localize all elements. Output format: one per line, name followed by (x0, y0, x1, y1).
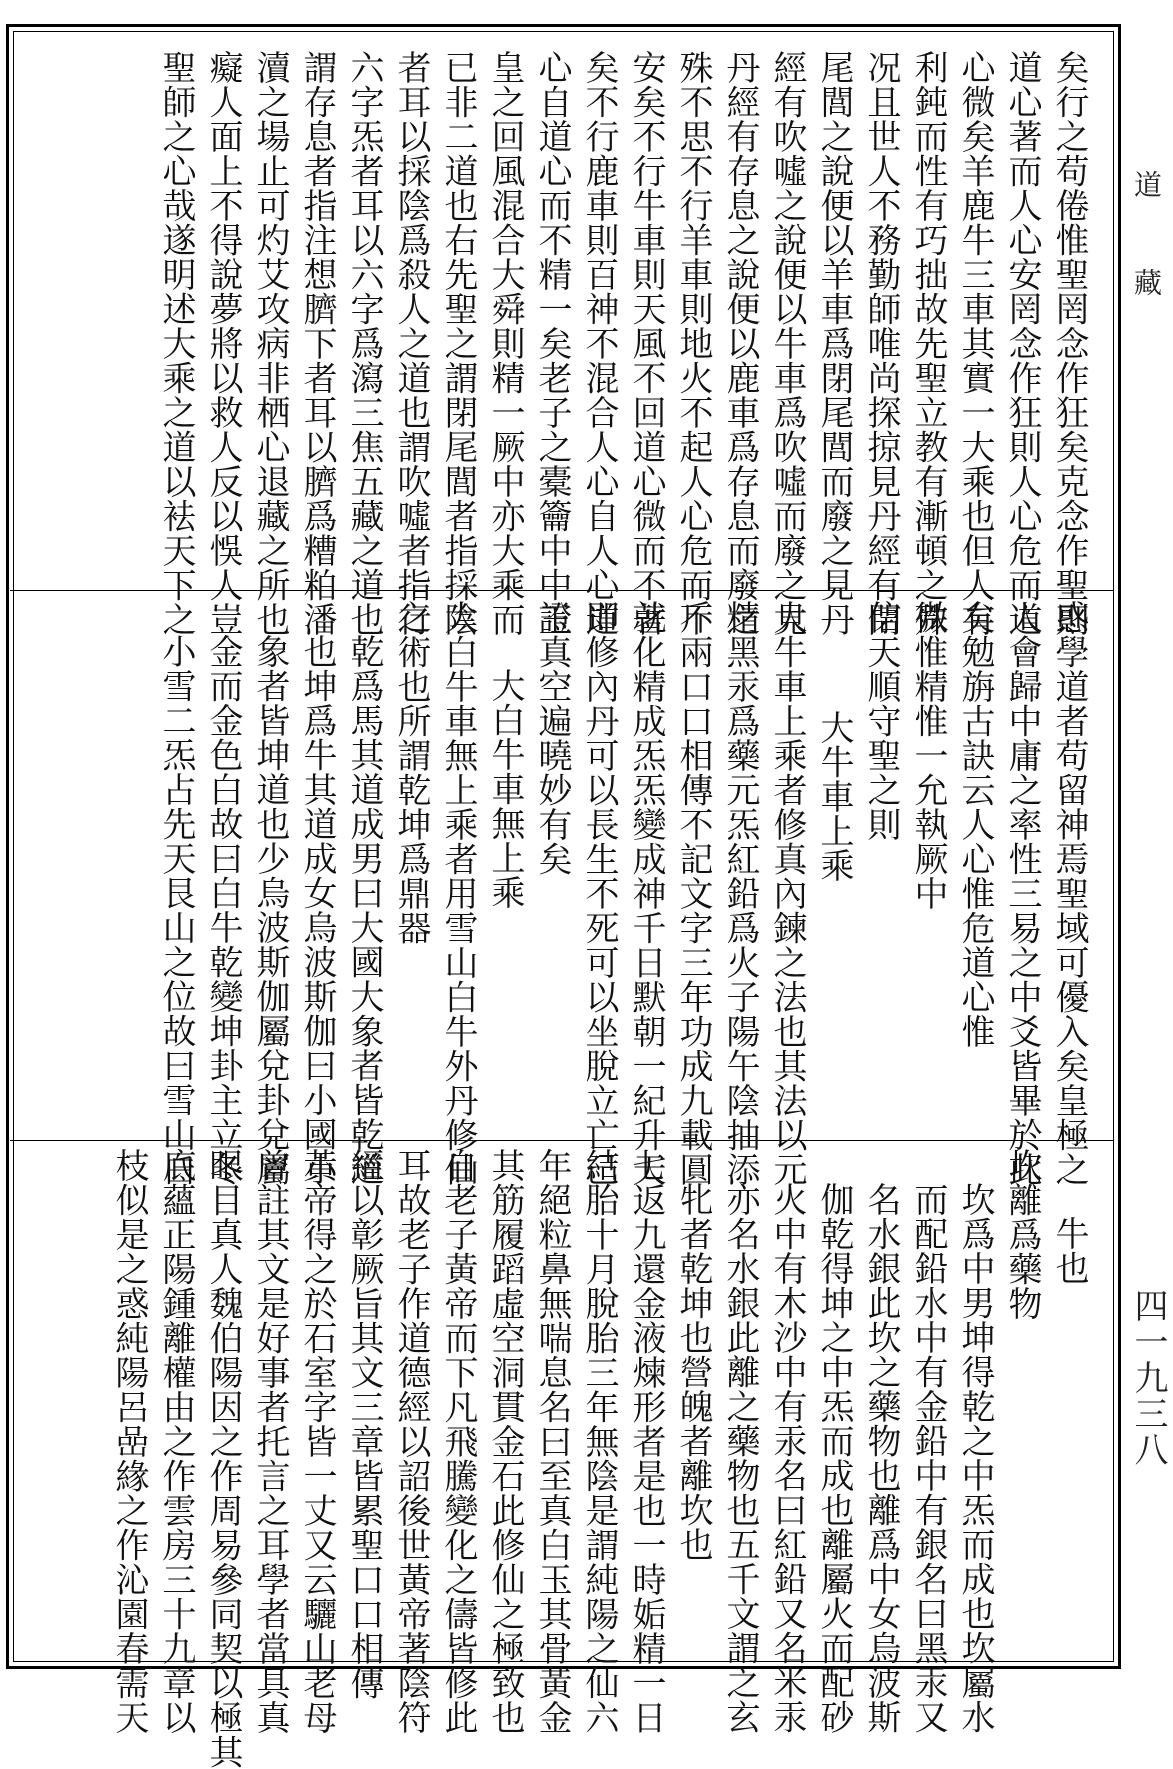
text-column: 證真空遍曉妙有矣 (532, 600, 572, 876)
text-column: 牛也 (1049, 1216, 1089, 1285)
text-column: 矣勉旃古訣云人心惟危道心惟 (955, 600, 995, 1049)
text-column: 七返九還金液煉形者是也一時姤精一日 (626, 1148, 666, 1735)
text-column: 信天順守聖之則 (861, 600, 901, 842)
text-column: 牝者乾坤也營魄者離坎也 (673, 1182, 713, 1562)
text-column: 大白牛車無上乘者用雪山白牛外丹修仙 (438, 600, 478, 1187)
text-band-middle (12, 600, 1111, 1187)
text-column: 大牛車上乘者修真內鍊之法也其法以元 (767, 600, 807, 1187)
text-column: 况且世人不務勤師唯尚探掠見丹經有閉 (861, 50, 901, 637)
text-column: 火中有木沙中有汞名曰紅鉛又名米汞 (767, 1182, 807, 1734)
text-column: 金而金色白故曰白牛乾變坤卦主立冬 (203, 634, 243, 1186)
text-column: 坎離爲藥物 (1002, 1148, 1042, 1321)
text-band-top (12, 50, 1111, 637)
text-column: 即修內丹可以長生不死可以坐脫立亡己 (579, 600, 619, 1187)
text-column: 枝似是之惑純陽呂嵒緣之作沁園春需天 (109, 1148, 149, 1735)
text-column: 瀆之場止可灼艾攻病非栖心退藏之所也 (250, 50, 290, 637)
text-column: 經以彰厥旨其文三章皆累聖口口相傳 (344, 1148, 384, 1700)
text-column: 尾閭之說便以羊車爲閉尾閭而廢之見丹 (814, 50, 854, 637)
text-column: 心微矣羊鹿牛三車其實一大乘也但人有 (955, 50, 995, 637)
text-column: 經有吹噓之說便以牛車爲吹噓而廢之見 (767, 50, 807, 637)
text-column: 者耳以採陰爲殺人之道也謂吹噓者指行 (391, 50, 431, 637)
text-column: 也坤爲牛其道成女烏波斯伽曰小國小 (297, 634, 337, 1186)
text-column: 聖師之心哉遂明述大乘之道以袪天下之 (156, 50, 196, 637)
text-column: 斤兩口口相傳不記文字三年功成九載圓 (673, 600, 713, 1187)
text-band-bottom (12, 1148, 1111, 1769)
text-column: 精黑汞爲藥元炁紅鉛爲火子陽午陰抽添 (720, 600, 760, 1187)
collection-title: 道藏 (1130, 170, 1163, 366)
text-column: 微惟精惟一允執厥中 (908, 600, 948, 911)
text-column: 安矣不行牛車則天風不回道心微而不著 (626, 50, 666, 637)
text-column: 名水銀此坎之藥物也離爲中女烏波斯 (861, 1182, 901, 1734)
text-column: 小雪二炁占先天艮山之位故曰雪山白 (156, 634, 196, 1186)
text-column: 自老子黃帝而下凡飛騰變化之儔皆修此 (438, 1148, 478, 1735)
text-column: 坎爲中男坤得乾之中炁而成也坎屬水 (955, 1182, 995, 1734)
text-column: 黃帝得之於石室字皆一丈又云驪山老母 (297, 1148, 337, 1735)
text-column: 伽乾得坤之中炁而成也離屬火而配砂 (814, 1182, 854, 1734)
text-column: 結胎十月脫胎三年無陰是謂純陽之仙六 (579, 1148, 619, 1735)
text-column: 殊不思不行羊車則地火不起人心危而不 (673, 50, 713, 637)
text-column: 矣不行鹿車則百神不混合人心自人心道 (579, 50, 619, 637)
text-column: 皇之回風混合大舜則精一厥中亦大乘而 (485, 50, 525, 637)
text-column: 底蘊正陽鍾離權由之作雲房三十九章以 (156, 1148, 196, 1735)
text-column: 道心著而人心安罔念作狂則人心危而道 (1002, 50, 1042, 637)
text-column: 大白牛車無上乘 (485, 668, 525, 910)
text-column: 年絕粒鼻無喘息名曰至真白玉其骨黃金 (532, 1148, 572, 1735)
text-column: 而配鉛水中有金鉛中有銀名曰黑汞又 (908, 1182, 948, 1734)
text-column: 丹經有存息之說便以鹿車爲存息而廢之 (720, 50, 760, 637)
text-column: 亦名水銀此離之藥物也五千文謂之玄 (720, 1182, 760, 1734)
text-column: 之術也所謂乾坤爲鼎器 (391, 600, 431, 945)
text-column: 六字炁者耳以六字爲瀉三焦五藏之道也 (344, 50, 384, 637)
text-column: 大牛車上乘 (814, 710, 854, 883)
text-column: 矣行之苟倦惟聖罔念作狂矣克念作聖則 (1049, 50, 1089, 637)
text-column: 利鈍而性有巧拙故先聖立教有漸頓之殊 (908, 50, 948, 637)
text-column: 謂存息者指注想臍下者耳以臍爲糟粕潘 (297, 50, 337, 637)
text-column: 已非二道也右先聖之謂閉尾閭者指採陰 (438, 50, 478, 637)
text-column: 其筋履蹈虛空洞貫金石此修仙之極致也 (485, 1148, 525, 1735)
text-column: 曾註其文是好事者托言之耳學者當具真 (250, 1148, 290, 1735)
page-number: 四一九三八 (1128, 1288, 1168, 1468)
text-column: 耳故老子作道德經以詔後世黃帝著陰符 (391, 1148, 431, 1735)
text-column: 惑學道者苟留神焉聖域可優入矣皇極之 (1049, 600, 1089, 1187)
text-column: 眼目真人魏伯陽因之作周易參同契以極其 (203, 1148, 243, 1769)
text-column: 心自道心而不精一矣老子之橐籥中中玉 (532, 50, 572, 637)
text-column: 就化精成炁炁變成神千日默朝一紀升天 (626, 600, 666, 1187)
text-column: 人會歸中庸之率性三易之中爻皆畢於此 (1002, 600, 1042, 1187)
text-column: 象者皆坤道也少烏波斯伽屬兌卦兌屬 (250, 634, 290, 1186)
text-column: 乾爲馬其道成男曰大國大象者皆乾道 (344, 634, 384, 1186)
text-column: 癡人面上不得說夢將以救人反以悞人豈 (203, 50, 243, 637)
